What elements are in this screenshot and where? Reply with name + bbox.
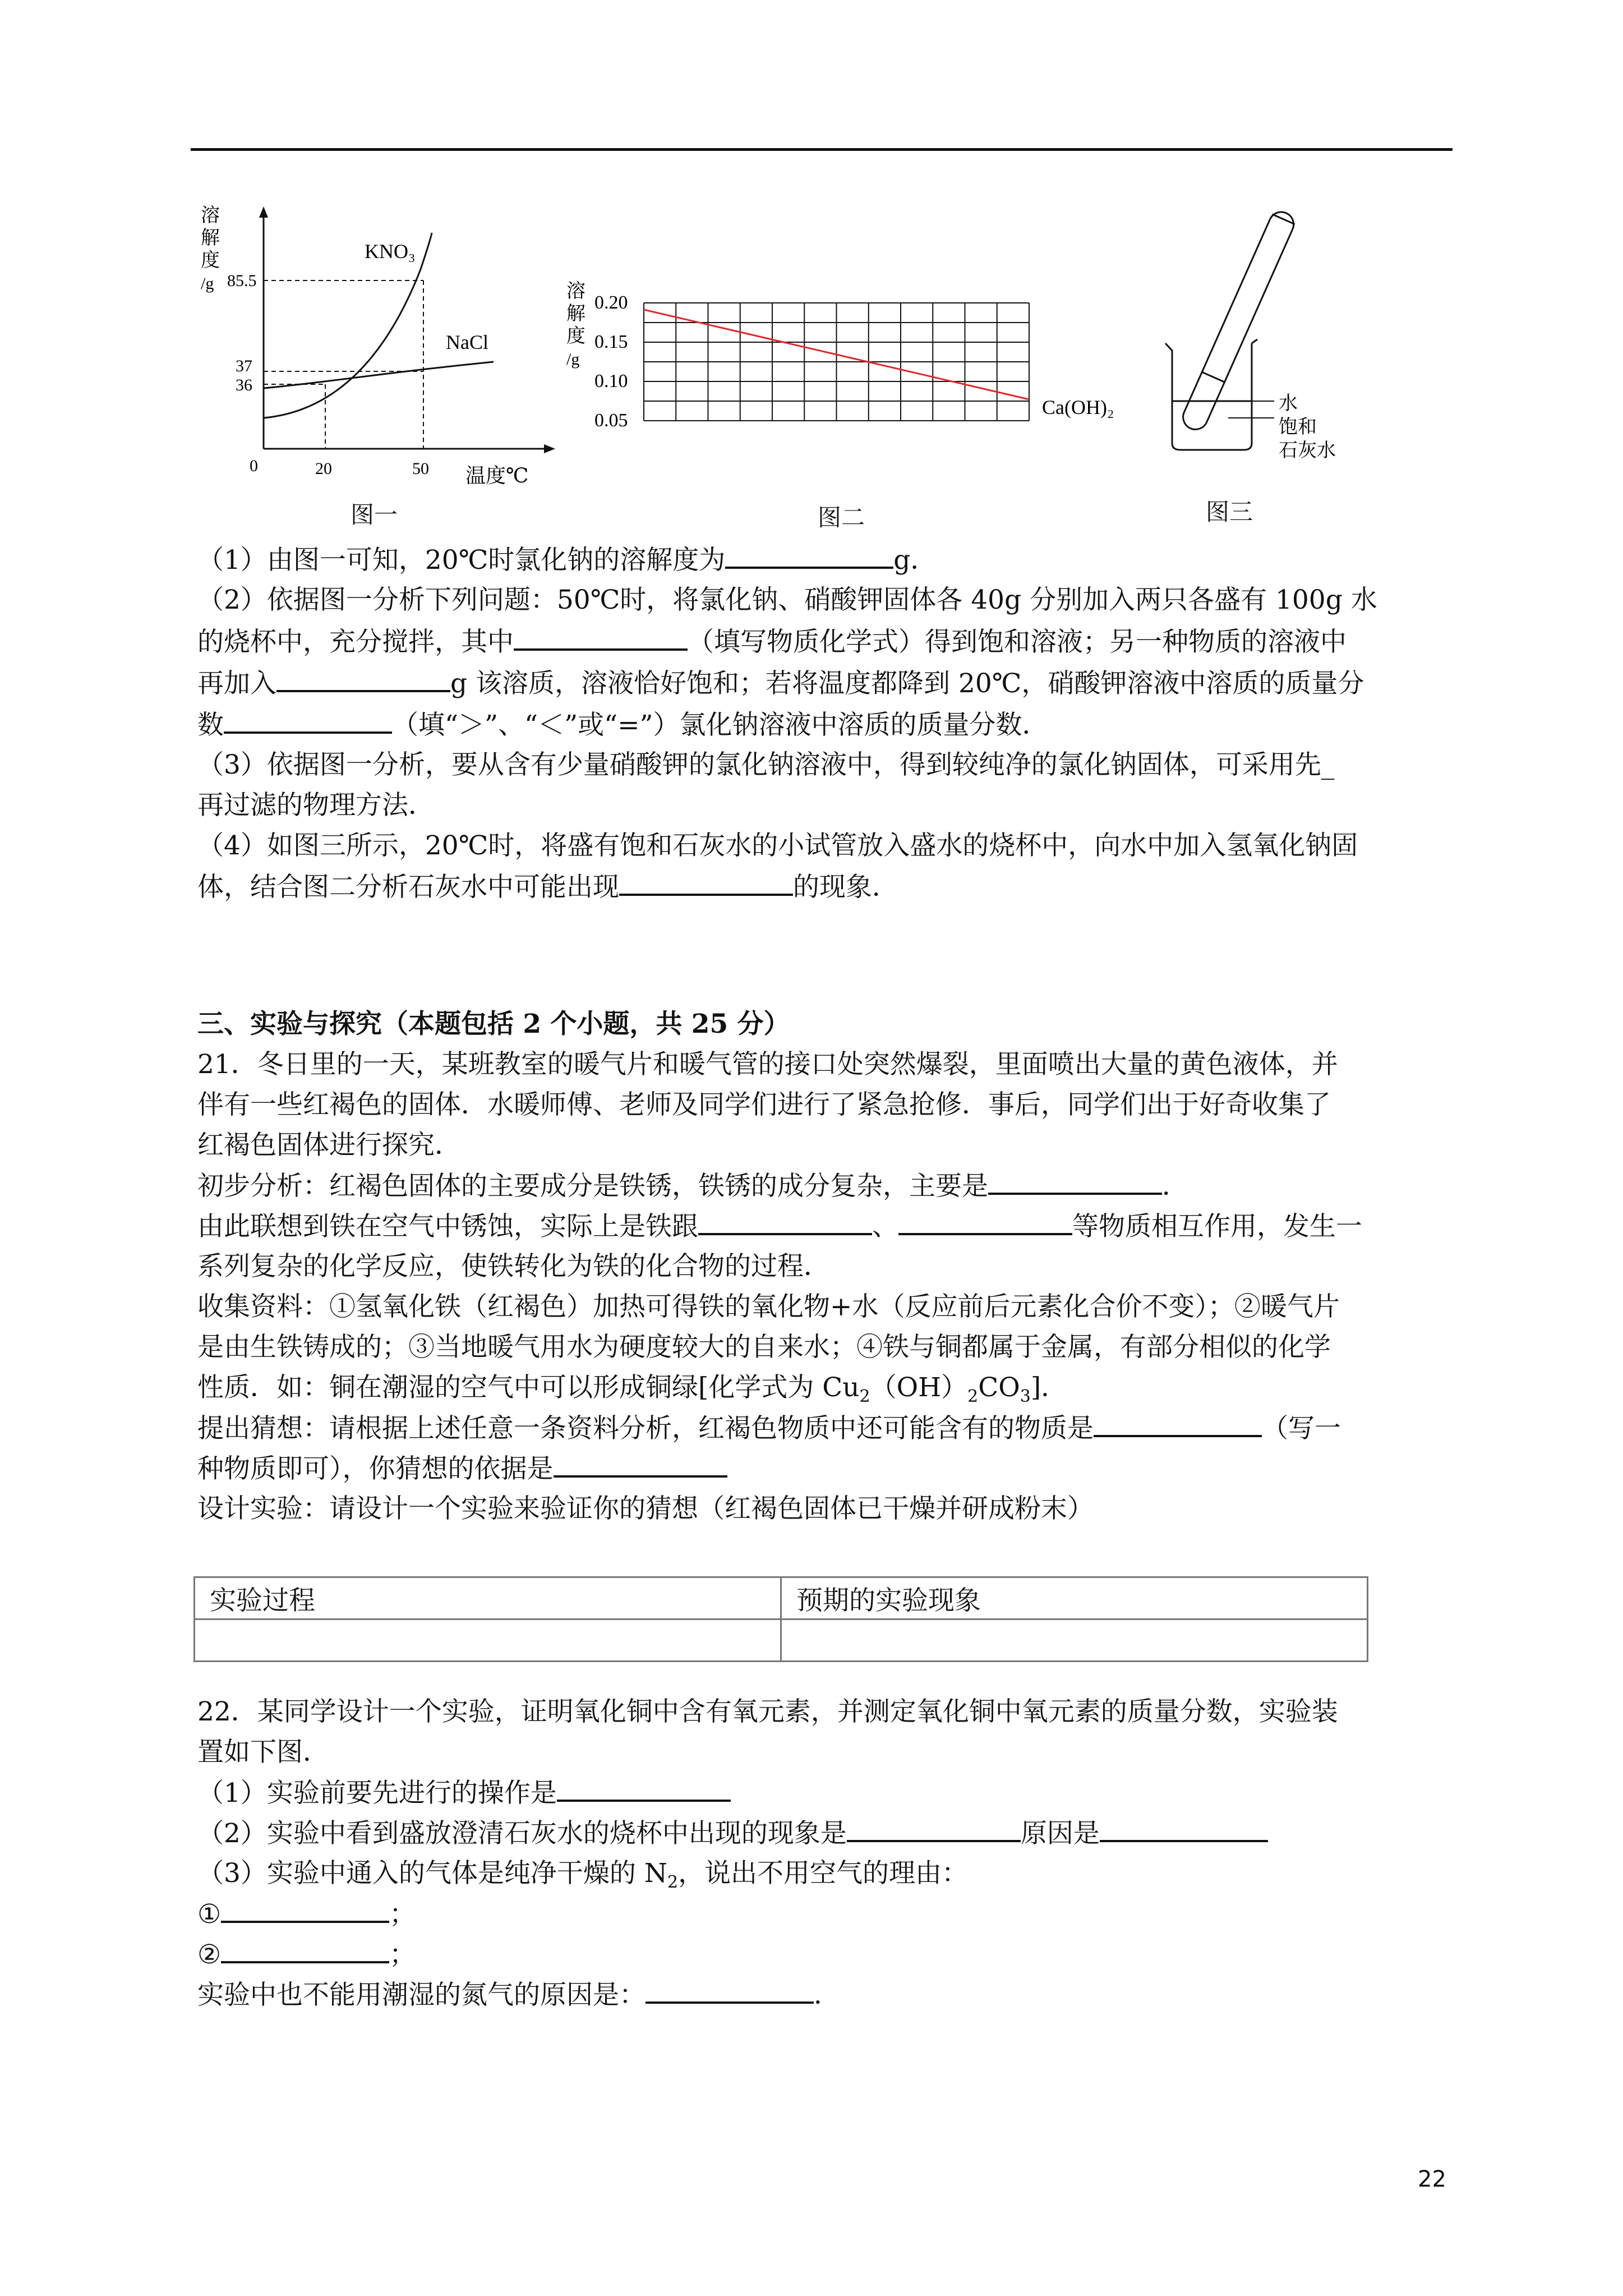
section3-heading: 三、实验与探究（本题包括 2 个小题，共 25 分） [197, 1009, 790, 1039]
fig3-label-limewater: 石灰水 [1279, 440, 1336, 461]
q20-part2-line2: 的烧杯中，充分搅拌，其中 （填写物质化学式）得到饱和溶液；另一种物质的溶液中 [197, 622, 1448, 662]
fig1-ylabel-1: 溶 [201, 205, 220, 226]
table-header-process: 实验过程 [195, 1577, 781, 1619]
q20-blank-5[interactable] [619, 867, 793, 896]
q21-line2: 伴有一些红褐色的固体．水暖师傅、老师及同学们进行了紧急抢修．事后，同学们出于好奇收集了 [197, 1089, 1331, 1120]
q21-line12: 设计实验：请设计一个实验来验证你的猜想（红褐色固体已干燥并研成粉末） [197, 1493, 1094, 1524]
table-cell-process[interactable] [195, 1619, 781, 1662]
fig1-ylabel-2: 解 [201, 228, 220, 249]
q21-line5: 由此联想到铁在空气中锈蚀，实际上是铁跟 、 等物质相互作用，发生一 [197, 1206, 1448, 1246]
q21-blank-substance-1[interactable] [698, 1206, 872, 1235]
fig1-xtick-20: 20 [315, 459, 332, 478]
q20-part3-line1: （3）依据图一分析，要从含有少量硝酸钾的氯化钠溶液中，得到较纯净的氯化钠固体，可采用先_ [197, 749, 1335, 780]
q21-blank-substance-2[interactable] [898, 1206, 1072, 1235]
q22-part2: （2）实验中看到盛放澄清石灰水的烧杯中出现的现象是 原因是 [197, 1813, 1448, 1853]
q21-line3: 红褐色固体进行探究． [197, 1130, 461, 1161]
header-rule [191, 148, 1453, 151]
fig2-grid [644, 303, 1029, 421]
figure-3-apparatus [1150, 196, 1374, 466]
q22-line1: 22．某同学设计一个实验，证明氧化铜中含有氧元素，并测定氧化铜中氧元素的质量分数，实验装 [197, 1696, 1338, 1727]
q22-blank-reason-1[interactable] [221, 1894, 389, 1923]
q20-part2-line4: 数 （填“＞”、“＜”或“=”）氯化钠溶液中溶质的质量分数． [197, 705, 1448, 745]
fig2-ytick-0-05: 0.05 [594, 410, 628, 431]
q21-line6: 系列复杂的化学反应，使铁转化为铁的化合物的过程． [197, 1251, 830, 1282]
fig3-caption: 图三 [1206, 498, 1253, 526]
fig2-ytick-0-20: 0.20 [594, 292, 628, 313]
fig1-xtick-0: 0 [250, 457, 258, 475]
q22-part1: （1）实验前要先进行的操作是 [197, 1773, 1448, 1813]
fig1-ytick-85-5: 85.5 [227, 272, 257, 290]
q20-blank-4[interactable] [224, 705, 392, 734]
table-header-row [195, 1577, 1368, 1619]
q21-line7: 收集资料：①氢氧化铁（红褐色）加热可得铁的氧化物+水（反应前后元素化合价不变）；②暖气片 [197, 1291, 1340, 1322]
q21-line9: 性质．如：铜在潮湿的空气中可以形成铜绿[化学式为 $Cu_2(OH)_2CO_3$]． [197, 1372, 1068, 1406]
fig3-label-water: 水 [1279, 393, 1298, 414]
fig1-caption: 图一 [351, 501, 398, 528]
q20-part2-line3: 再加入 g 该溶质，溶液恰好饱和；若将温度都降到 20℃，硝酸钾溶液中溶质的质量分 [197, 663, 1448, 703]
fig1-x-arrow-icon [544, 444, 555, 453]
q21-blank-guess[interactable] [1094, 1408, 1262, 1437]
fig1-ytick-36: 36 [236, 376, 252, 394]
fig1-ytick-37: 37 [236, 357, 252, 375]
fig1-y-arrow-icon [259, 206, 268, 218]
q22-reason-1: ① ； [197, 1894, 1448, 1934]
q21-line4: 初步分析：红褐色固体的主要成分是铁锈，铁锈的成分复杂，主要是 ． [197, 1166, 1448, 1206]
q20-blank-3[interactable] [276, 663, 450, 692]
fig1-kno3-label: KNO₃ [365, 240, 416, 263]
table-header-phenomenon: 预期的实验现象 [781, 1577, 1368, 1619]
q22-part3: （3）实验中通入的气体是纯净干燥的 $N_2$，说出不用空气的理由： [197, 1858, 969, 1892]
figure-1-solubility-chart [196, 202, 566, 488]
q20-blank-1[interactable] [725, 540, 893, 569]
fig2-ytick-0-10: 0.10 [594, 371, 628, 392]
fig1-nacl-curve [264, 362, 494, 388]
q22-blank-reason-2[interactable] [221, 1934, 389, 1963]
q20-part4-line1: （4）如图三所示，20℃时，将盛有饱和石灰水的小试管放入盛水的烧杯中，向水中加入氢氧化钠固 [197, 830, 1358, 861]
fig1-xtick-50: 50 [412, 459, 429, 478]
q22-reason-2: ② ； [197, 1934, 1448, 1975]
fig2-ylabel-1: 溶 [566, 281, 585, 302]
q22-blank-wet-nitrogen[interactable] [645, 1975, 814, 2004]
fig2-caption: 图二 [818, 504, 865, 531]
table-cell-phenomenon[interactable] [781, 1619, 1368, 1662]
q21-line11: 种物质即可），你猜想的依据是 [197, 1448, 1448, 1489]
fig3-beaker-lip [1252, 339, 1257, 343]
q20-part1: （1）由图一可知，20℃时氯化钠的溶解度为 g． [197, 540, 1448, 580]
page-number: 22 [1418, 2166, 1446, 2192]
q22-blank-3[interactable] [1100, 1813, 1268, 1842]
fig1-ylabel-3: 度 [201, 250, 220, 271]
experiment-table [193, 1576, 1368, 1662]
fig1-nacl-label: NaCl [446, 331, 488, 353]
fig1-xlabel: 温度℃ [465, 464, 529, 487]
fig1-ylabel-4: /g [201, 274, 214, 293]
fig2-ylabel-2: 解 [566, 303, 585, 324]
q21-blank-rust[interactable] [988, 1166, 1162, 1195]
fig2-ytick-0-15: 0.15 [594, 332, 628, 352]
q22-blank-1[interactable] [557, 1773, 731, 1802]
q20-part3-line2: 再过滤的物理方法． [197, 790, 435, 821]
table-row [195, 1619, 1368, 1662]
figure-2-calcium-hydroxide-chart [561, 280, 1122, 466]
q22-blank-2[interactable] [847, 1813, 1021, 1842]
q21-blank-basis[interactable] [554, 1448, 727, 1478]
q21-line1: 21．冬日里的一天，某班教室的暖气片和暖气管的接口处突然爆裂，里面喷出大量的黄色液体，并 [197, 1049, 1338, 1080]
q21-line10: 提出猜想：请根据上述任意一条资料分析，红褐色物质中还可能含有的物质是 （写一 [197, 1408, 1448, 1448]
q20-part2-line1: （2）依据图一分析下列问题：50℃时，将氯化钠、硝酸钾固体各 40g 分别加入两只各盛有 100g 水 [197, 585, 1377, 615]
fig2-caoh2-label: Ca(OH)₂ [1042, 396, 1114, 418]
q22-line2: 置如下图． [197, 1737, 329, 1768]
q20-blank-2[interactable] [514, 622, 688, 651]
q21-line8: 是由生铁铸成的；③当地暖气用水为硬度较大的自来水；④铁与铜都属于金属，有部分相似的化学 [197, 1332, 1331, 1363]
fig2-ylabel-4: /g [566, 350, 580, 369]
fig2-ylabel-3: 度 [566, 326, 585, 347]
fig3-label-saturated: 饱和 [1279, 417, 1317, 438]
q20-part4-line2: 体，结合图二分析石灰水中可能出现 的现象． [197, 867, 1448, 907]
q22-line8: 实验中也不能用潮湿的氮气的原因是： ． [197, 1975, 1448, 2015]
